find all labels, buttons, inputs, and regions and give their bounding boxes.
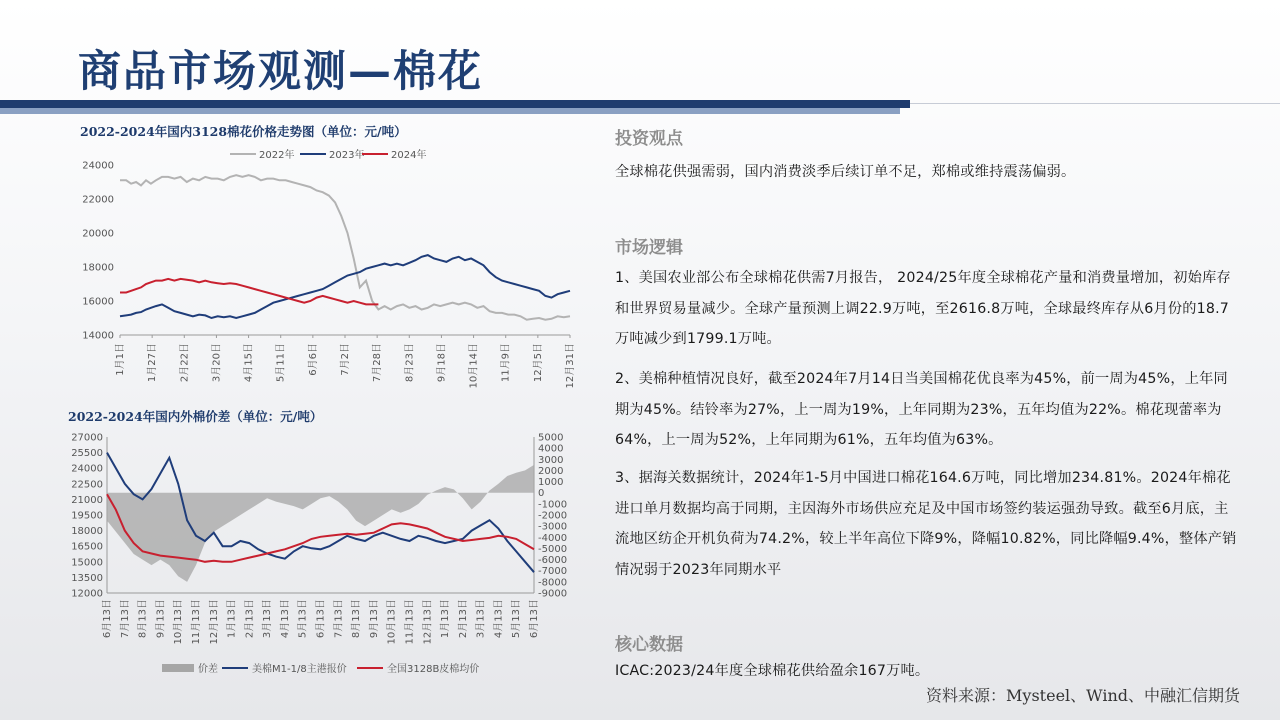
x-tick-label: 7月28日 (372, 343, 384, 383)
y2-tick-label: 4000 (538, 443, 564, 455)
y2-tick-label: -6000 (538, 555, 568, 567)
x-tick-label: 10月14日 (468, 343, 480, 389)
x-tick-label: 6月13日 (315, 599, 327, 639)
view-text: 全球棉花供强需弱，国内消费淡季后续订单不足，郑棉或维持震荡偏弱。 (615, 164, 1076, 180)
x-tick-label: 4月13日 (279, 599, 291, 639)
chart1-title: 2022-2024年国内3128棉花价格走势图（单位：元/吨） (80, 124, 407, 139)
x-tick-label: 9月18日 (436, 343, 448, 383)
x-tick-label: 5月11日 (275, 343, 287, 383)
y-tick-label: 25500 (71, 448, 103, 460)
x-tick-label: 11月13日 (404, 599, 416, 645)
y2-tick-label: -1000 (538, 499, 568, 511)
x-tick-label: 10月13日 (386, 599, 398, 645)
x-tick-label: 2月13日 (457, 599, 469, 639)
title-divider-rule (910, 103, 1280, 104)
x-tick-label: 1月13日 (440, 599, 452, 639)
core-data-text: ICAC:2023/24年度全球棉花供给盈余167万吨。 (615, 663, 930, 679)
x-tick-label: 9月13日 (368, 599, 380, 639)
y-tick-label: 16500 (71, 541, 103, 553)
x-tick-label: 12月5日 (532, 343, 544, 383)
legend-label: 2022年 (259, 150, 295, 161)
x-tick-label: 3月20日 (211, 343, 223, 383)
x-tick-label: 6月13日 (529, 599, 540, 639)
y2-tick-label: 1000 (538, 477, 564, 489)
logic-item: 1、美国农业部公布全球棉花供需7月报告， 2024/25年度全球棉花产量和消费量增加，初始库存和世界贸易量减少。全球产量预测上调22.9万吨，至2616.8万吨，全球最终库存从6月份的18.7万吨减少到1799.1万吨。 (615, 270, 1231, 347)
x-tick-label: 7月13日 (333, 599, 345, 639)
x-tick-label: 7月13日 (119, 599, 131, 639)
series-area-价差 (107, 465, 534, 582)
y2-tick-label: -7000 (538, 566, 568, 578)
x-tick-label: 8月13日 (137, 599, 149, 639)
x-tick-label: 7月2日 (340, 343, 351, 376)
core-data-heading: 核心数据 (615, 635, 683, 655)
x-tick-label: 12月13日 (422, 599, 434, 645)
y2-tick-label: -4000 (538, 532, 568, 544)
x-tick-label: 9月13日 (155, 599, 167, 639)
x-tick-label: 8月13日 (351, 599, 363, 639)
x-tick-label: 8月23日 (404, 343, 416, 383)
x-tick-label: 11月9日 (500, 343, 512, 383)
y2-tick-label: 0 (538, 488, 545, 500)
y2-tick-label: -2000 (538, 510, 568, 522)
legend-label: 全国3128B皮棉均价 (387, 664, 480, 675)
x-tick-label: 1月1日 (115, 343, 126, 376)
series-line-2023年 (120, 255, 570, 318)
x-tick-label: 12月13日 (208, 599, 220, 645)
title-underline-bar-light (0, 108, 900, 114)
y-tick-label: 18000 (71, 526, 103, 538)
y-tick-label: 12000 (71, 588, 103, 600)
y-tick-label: 27000 (71, 432, 103, 444)
chart2-title: 2022-2024年国内外棉价差（单位：元/吨） (68, 409, 323, 424)
series-line-2024年 (120, 279, 378, 305)
y2-tick-label: -5000 (538, 543, 568, 555)
x-tick-label: 11月13日 (190, 599, 202, 645)
chart2-price-spread (62, 425, 587, 685)
legend-label: 美棉M1-1/8主港报价 (252, 664, 347, 675)
x-tick-label: 6月13日 (102, 599, 113, 639)
y-tick-label: 22000 (82, 194, 114, 206)
x-tick-label: 6月6日 (307, 343, 319, 376)
y-tick-label: 15000 (71, 557, 103, 569)
y-tick-label: 24000 (82, 160, 114, 172)
y-tick-label: 24000 (71, 463, 103, 475)
y-tick-label: 18000 (82, 262, 114, 274)
x-tick-label: 3月13日 (475, 599, 487, 639)
y2-tick-label: -3000 (538, 521, 568, 533)
y2-tick-label: 3000 (538, 454, 564, 466)
y2-tick-label: 2000 (538, 465, 564, 477)
chart1-price-trend (70, 140, 590, 400)
logic-heading: 市场逻辑 (615, 238, 683, 258)
y-tick-label: 14000 (82, 330, 114, 342)
y-tick-label: 13500 (71, 572, 103, 584)
x-tick-label: 1月13日 (226, 599, 238, 639)
x-tick-label: 5月13日 (511, 599, 523, 639)
y-tick-label: 19500 (71, 510, 103, 522)
title-underline-bar (0, 100, 910, 108)
series-line-2022年 (120, 175, 570, 320)
x-tick-label: 1月27日 (147, 343, 159, 383)
y-tick-label: 16000 (82, 296, 114, 308)
y-tick-label: 20000 (82, 228, 114, 240)
y2-tick-label: -8000 (538, 577, 568, 589)
logic-item: 3、据海关数据统计，2024年1-5月中国进口棉花164.6万吨，同比增加234.81%。2024年棉花进口单月数据均高于同期，主因海外市场供应充足及中国市场签约装运强劲导致。截至6月底，主流地区纺企开机负荷为74.2%，较上半年高位下降9%，降幅10.82%，同比降幅9.4%，整体产销情况弱于2023年同期水平 (615, 470, 1237, 578)
legend-swatch (162, 664, 194, 672)
x-tick-label: 2月22日 (179, 343, 191, 383)
legend-label: 2023年 (329, 150, 365, 161)
x-tick-label: 4月15日 (243, 343, 255, 383)
view-heading: 投资观点 (615, 129, 683, 149)
y-tick-label: 22500 (71, 479, 103, 491)
x-tick-label: 5月13日 (297, 599, 309, 639)
x-tick-label: 3月13日 (262, 599, 274, 639)
legend-label: 价差 (198, 664, 218, 675)
y-tick-label: 21000 (71, 494, 103, 506)
data-source: 资料来源：Mysteel、Wind、中融汇信期货 (926, 686, 1240, 705)
y2-tick-label: 5000 (538, 432, 564, 444)
logic-item: 2、美棉种植情况良好，截至2024年7月14日当美国棉花优良率为45%，前一周为45%，上年同期为45%。结铃率为27%，上一周为19%，上年同期为23%，五年均值为22%。棉花现蕾率为64%，上一周为52%，上年同期为61%，五年均值为63%。 (615, 371, 1228, 448)
x-tick-label: 12月31日 (565, 343, 576, 389)
page-title: 商品市场观测—棉花 (78, 47, 483, 97)
x-tick-label: 4月13日 (493, 599, 505, 639)
x-tick-label: 2月13日 (244, 599, 256, 639)
y2-tick-label: -9000 (538, 588, 568, 600)
x-tick-label: 10月13日 (173, 599, 185, 645)
legend-label: 2024年 (391, 150, 427, 161)
